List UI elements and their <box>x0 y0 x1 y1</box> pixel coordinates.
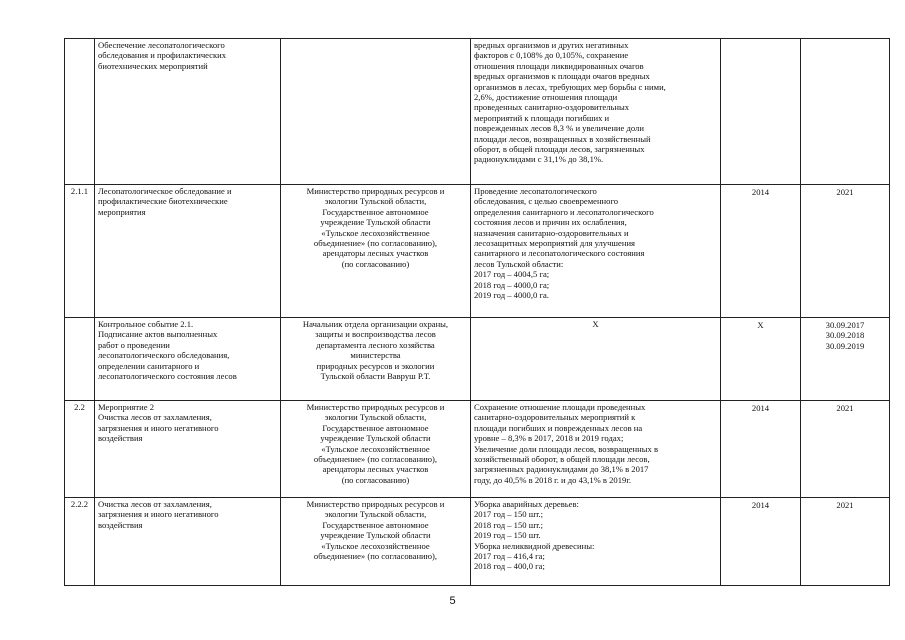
expected-result-line: назначения санитарно-оздоровительных и <box>474 227 629 238</box>
activity-name-line: мероприятия <box>98 206 146 217</box>
executor-line: министерства <box>350 350 401 361</box>
end-year-cell <box>801 401 890 498</box>
expected-result-line: загрязненных радионуклидами до 38,1% в 2017 <box>474 464 649 475</box>
end-year-cell <box>801 318 890 401</box>
executor-line: «Тульское лесохозяйственное <box>321 443 430 454</box>
end-date-line: 2021 <box>836 187 854 197</box>
executor-line: объединение» (по согласованию), <box>313 238 438 249</box>
row-number-cell <box>65 39 95 185</box>
page-number: 5 <box>449 595 456 607</box>
activity-name-cell <box>95 498 281 586</box>
executor-cell <box>281 185 471 318</box>
start-year-cell <box>721 498 801 586</box>
executor-line: учреждение Тульской области <box>320 530 431 541</box>
activity-name-cell <box>95 39 281 185</box>
expected-result-line: состояния лесов и причин их ослабления, <box>474 217 627 228</box>
executor-line: департамента лесного хозяйства <box>316 339 435 350</box>
activity-name-line: Мероприятие 2 <box>98 402 154 412</box>
expected-result-line: вредных организмов и других негативных <box>474 40 629 50</box>
expected-result-line: 2018 год – 4000,0 га; <box>474 279 550 290</box>
expected-result-line: определения санитарного и лесопатологического <box>474 206 654 217</box>
activity-name-cell <box>95 185 281 318</box>
activity-name-line: Подписание актов выполненных <box>98 329 218 340</box>
executor-line: природных ресурсов и экологии <box>316 360 435 371</box>
activity-name-line: определении санитарного и <box>98 360 200 371</box>
row-number: 2.2.2 <box>70 499 89 509</box>
expected-result-line: 2,6%, достижение отношения площади <box>474 92 618 103</box>
end-date-line: 2021 <box>836 403 854 413</box>
expected-result-line: 2018 год – 150 шт.; <box>474 519 543 530</box>
expected-result-line: проведенных санитарно-оздоровительных <box>474 102 630 113</box>
expected-result-line: 2017 год – 4004,5 га; <box>474 269 550 280</box>
expected-result-line: санитарно-оздоровительных мероприятий к <box>474 412 636 423</box>
executor-line: «Тульское лесохозяйственное <box>321 540 430 551</box>
expected-result-line: площади погибших и поврежденных лесов на <box>474 422 643 433</box>
row-number: 2.2 <box>74 402 85 412</box>
executor-line: объединение» (по согласованию), <box>313 454 438 465</box>
end-date-line: 30.09.2018 <box>825 330 865 341</box>
expected-result-line: оборот, в общей площади лесов, загрязненных <box>474 144 645 155</box>
expected-result-line: 2018 год – 400,0 га; <box>474 561 545 572</box>
expected-result-line: лесов Тульской области: <box>474 258 564 269</box>
start-year: 2014 <box>751 187 770 197</box>
executor-line: Государственное автономное <box>322 206 429 217</box>
expected-result-line: санитарного и лесопатологического состояния <box>474 248 645 259</box>
row-number: 2.1.1 <box>70 186 89 196</box>
expected-result-line: обследования, с целью своевременного <box>474 196 619 207</box>
end-year-cell <box>801 39 890 185</box>
table-row <box>65 498 890 586</box>
expected-result-line: лесозащитных мероприятий для улучшения <box>474 238 635 249</box>
executor-line: арендаторы лесных участков <box>322 464 429 475</box>
table-row <box>65 39 890 185</box>
expected-result-cell <box>471 401 721 498</box>
row-number-cell <box>65 401 95 498</box>
expected-result-line: X <box>592 319 599 329</box>
program-table <box>64 38 890 586</box>
executor-line: арендаторы лесных участков <box>322 248 429 259</box>
executor-line: экологии Тульской области, <box>324 412 427 423</box>
executor-line: (по согласованию) <box>341 474 410 485</box>
expected-result-line: хозяйственный оборот, в общей площади лесов, <box>474 454 650 465</box>
end-year-cell <box>801 498 890 586</box>
activity-name-line: Обеспечение лесопатологического <box>98 40 225 50</box>
executor-line: экологии Тульской области, <box>324 196 427 207</box>
end-date-line: 30.09.2019 <box>825 340 865 351</box>
executor-cell <box>281 318 471 401</box>
expected-result-line: факторов с 0,108% до 0,105%, сохранение <box>474 50 629 61</box>
executor-line: Министерство природных ресурсов и <box>306 186 445 196</box>
activity-name-line: лесопатологического состояния лесов <box>98 371 237 382</box>
executor-line: (по согласованию) <box>341 258 410 269</box>
activity-name-line: Лесопатологическое обследование и <box>98 186 232 196</box>
start-year: 2014 <box>751 500 770 510</box>
table-row <box>65 185 890 318</box>
expected-result-line: радионуклидами с 31,1% до 38,1%. <box>474 154 604 165</box>
expected-result-line: году, до 40,5% в 2018 г. и до 43,1% в 2019г. <box>474 474 632 485</box>
expected-result-cell <box>471 318 721 401</box>
table-row <box>65 318 890 401</box>
expected-result-line: Уборка аварийных деревьев: <box>474 499 579 509</box>
executor-line: учреждение Тульской области <box>320 217 431 228</box>
expected-result-line: 2017 год – 416,4 га; <box>474 551 545 562</box>
expected-result-line: 2017 год – 150 шт.; <box>474 509 543 520</box>
expected-result-line: организмов в лесах, требующих мер борьбы с ними, <box>474 81 666 92</box>
start-year-cell <box>721 401 801 498</box>
activity-name-line: загрязнения и иного негативного <box>98 509 219 520</box>
activity-name-line: биотехнических мероприятий <box>98 60 208 71</box>
start-year: X <box>757 320 764 330</box>
start-year-cell <box>721 318 801 401</box>
activity-name-line: обследования и профилактических <box>98 50 227 61</box>
executor-line: «Тульское лесохозяйственное <box>321 227 430 238</box>
row-number-cell <box>65 185 95 318</box>
activity-name-line: работ о проведении <box>98 339 170 350</box>
executor-cell <box>281 401 471 498</box>
activity-name-line: воздействия <box>98 519 143 530</box>
expected-result-line: уровне – 8,3% в 2017, 2018 и 2019 годах; <box>474 433 624 444</box>
row-number-cell <box>65 498 95 586</box>
executor-line: Начальник отдела организации охраны, <box>302 319 449 329</box>
activity-name-line: Очистка лесов от захламления, <box>98 499 212 509</box>
activity-name-line: загрязнения и иного негативного <box>98 422 219 433</box>
executor-line: учреждение Тульской области <box>320 433 431 444</box>
start-year-cell <box>721 185 801 318</box>
expected-result-line: 2019 год – 150 шт. <box>474 530 541 541</box>
activity-name-line: Контрольное событие 2.1. <box>98 319 194 329</box>
end-date-line: 30.09.2017 <box>825 320 865 330</box>
expected-result-line: Увеличение доли площади лесов, возвращенных в <box>474 443 658 454</box>
row-number-cell <box>65 318 95 401</box>
table-row <box>65 401 890 498</box>
activity-name-cell <box>95 318 281 401</box>
end-year-cell <box>801 185 890 318</box>
activity-name-line: лесопатологического обследования, <box>98 350 230 361</box>
executor-cell <box>281 39 471 185</box>
activity-name-cell <box>95 401 281 498</box>
expected-result-line: Сохранение отношение площади проведенных <box>474 402 646 412</box>
expected-result-line: поврежденных лесов 8,3 % и увеличение доли <box>474 123 644 134</box>
expected-result-line: Уборка неликвидной древесины: <box>474 540 595 551</box>
executor-line: Министерство природных ресурсов и <box>306 499 445 509</box>
executor-line: Тульской области Вавруш Р.Т. <box>320 371 431 382</box>
activity-name-line: Очистка лесов от захламления, <box>98 412 212 423</box>
executor-line: Министерство природных ресурсов и <box>306 402 445 412</box>
expected-result-cell <box>471 498 721 586</box>
expected-result-cell <box>471 39 721 185</box>
activity-name-line: воздействия <box>98 433 143 444</box>
executor-cell <box>281 498 471 586</box>
executor-line: защиты и воспроизводства лесов <box>315 329 436 340</box>
executor-line: Государственное автономное <box>322 422 429 433</box>
expected-result-line: отношения площади ликвидированных очагов <box>474 60 644 71</box>
expected-result-cell <box>471 185 721 318</box>
expected-result-line: мероприятий к площади погибших и <box>474 112 610 123</box>
expected-result-line: площади лесов, возвращенных в хозяйственный <box>474 133 651 144</box>
expected-result-line: вредных организмов к площади очагов вредных <box>474 71 650 82</box>
end-date-line: 2021 <box>836 500 854 510</box>
executor-line: Государственное автономное <box>322 519 429 530</box>
expected-result-line: 2019 год – 4000,0 га. <box>474 290 549 301</box>
expected-result-line: Проведение лесопатологического <box>474 186 597 196</box>
executor-line: объединение» (по согласованию), <box>313 551 438 562</box>
executor-line: экологии Тульской области, <box>324 509 427 520</box>
start-year-cell <box>721 39 801 185</box>
activity-name-line: профилактические биотехнические <box>98 196 228 207</box>
start-year: 2014 <box>751 403 770 413</box>
